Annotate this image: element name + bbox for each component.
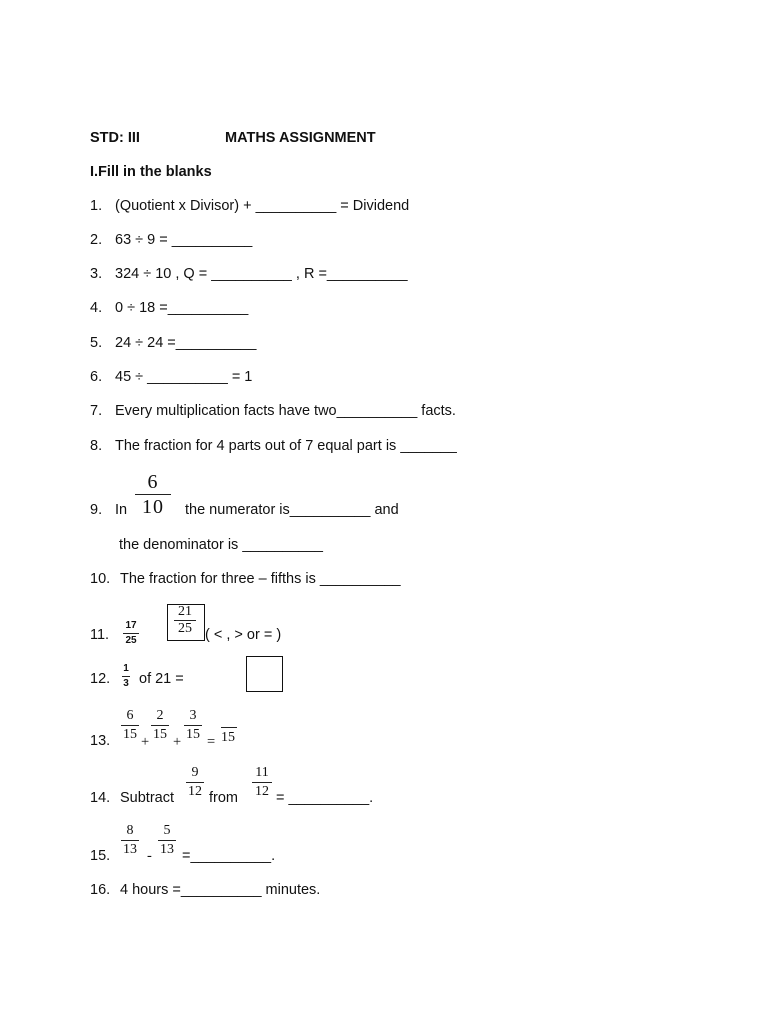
question-6-text: 45 ÷ __________ = 1: [115, 369, 253, 385]
fraction-bar: [252, 782, 272, 783]
fraction-denominator: 10: [142, 496, 164, 518]
question-13-number: 13.: [90, 733, 111, 749]
fraction-6-15: [121, 709, 139, 742]
assignment-title: MATHS ASSIGNMENT: [225, 130, 376, 146]
fraction-5-13: [158, 824, 176, 857]
fraction-bar: [184, 725, 202, 726]
equals-sign: =: [207, 734, 216, 750]
question-9-in: In: [115, 502, 128, 518]
fraction-denominator: 3: [123, 678, 129, 689]
question-9-text-1: the numerator is__________ and: [185, 502, 399, 518]
fraction-denominator: 13: [123, 842, 137, 857]
fraction-bar: [123, 633, 139, 634]
std-label: STD: III: [90, 130, 140, 146]
section-heading: I.Fill in the blanks: [90, 164, 212, 180]
question-8-number: 8.: [90, 438, 103, 454]
blank-numerator[interactable]: [221, 727, 237, 728]
fraction-numerator: 21: [178, 604, 192, 619]
fraction-denominator: 15: [186, 727, 200, 742]
fraction-1-3: [122, 664, 130, 689]
question-9-text-2: the denominator is __________: [119, 537, 323, 553]
fraction-3-15: [184, 709, 202, 742]
fraction-numerator: 6: [126, 708, 134, 723]
plus-sign: +: [173, 734, 182, 750]
fraction-numerator: 3: [189, 708, 197, 723]
question-14-subtract: Subtract: [120, 790, 174, 806]
question-2-text: 63 ÷ 9 = __________: [115, 232, 253, 248]
fraction-numerator: 17: [125, 620, 137, 631]
fraction-bar: [158, 840, 176, 841]
fraction-6-10: [135, 472, 171, 517]
fraction-bar: [186, 782, 204, 783]
question-14-number: 14.: [90, 790, 111, 806]
question-8-text: The fraction for 4 parts out of 7 equal part is _______: [115, 438, 457, 454]
question-4-number: 4.: [90, 300, 103, 316]
question-10-text: The fraction for three – fifths is __________: [120, 571, 401, 587]
question-15-text: =__________.: [182, 848, 276, 864]
fraction-numerator: 8: [126, 823, 134, 838]
fraction-bar: [135, 494, 171, 495]
question-9-number: 9.: [90, 502, 103, 518]
fraction-bar: [121, 725, 139, 726]
fraction-bar: [122, 676, 130, 677]
question-1-text: (Quotient x Divisor) + __________ = Dividend: [115, 198, 410, 214]
question-7-text: Every multiplication facts have two__________ facts.: [115, 403, 456, 419]
question-12-number: 12.: [90, 671, 111, 687]
question-12-text: of 21 =: [139, 671, 184, 687]
question-14-from: from: [209, 790, 238, 806]
fraction-2-15: [151, 709, 169, 742]
fraction-numerator: 9: [191, 765, 199, 780]
question-6-number: 6.: [90, 369, 103, 385]
fraction-denominator: 12: [188, 784, 202, 799]
minus-sign: -: [147, 848, 152, 864]
fraction-17-25: [123, 621, 139, 646]
fraction-numerator: 1: [123, 663, 129, 674]
question-11-number: 11.: [90, 627, 110, 643]
question-11-text: ( < , > or = ): [205, 627, 282, 643]
question-1-number: 1.: [90, 198, 103, 214]
question-3-number: 3.: [90, 266, 103, 282]
fraction-denominator: 12: [255, 784, 269, 799]
fraction-9-12: [186, 766, 204, 799]
question-16-number: 16.: [90, 882, 111, 898]
answer-box[interactable]: [246, 656, 283, 692]
fraction-denominator: 25: [125, 635, 137, 646]
fraction-numerator: 11: [255, 765, 269, 780]
fraction-denominator: 15: [221, 730, 235, 745]
question-3-text: 324 ÷ 10 , Q = __________ , R =__________: [115, 266, 408, 282]
fraction-denominator: 13: [160, 842, 174, 857]
fraction-bar: [121, 840, 139, 841]
fraction-denominator: 15: [123, 727, 137, 742]
fraction-11-12: [252, 766, 272, 799]
boxed-fraction-21-25: [174, 605, 196, 636]
question-5-number: 5.: [90, 335, 103, 351]
fraction-numerator: 2: [156, 708, 164, 723]
fraction-numerator: 6: [147, 471, 159, 493]
question-4-text: 0 ÷ 18 =__________: [115, 300, 249, 316]
fraction-8-13: [121, 824, 139, 857]
fraction-denominator: 25: [178, 621, 192, 636]
question-5-text: 24 ÷ 24 =__________: [115, 335, 257, 351]
question-10-number: 10.: [90, 571, 111, 587]
question-2-number: 2.: [90, 232, 103, 248]
question-14-text: = __________.: [276, 790, 374, 806]
fraction-numerator: 5: [163, 823, 171, 838]
question-16-text: 4 hours =__________ minutes.: [120, 882, 321, 898]
question-15-number: 15.: [90, 848, 111, 864]
question-7-number: 7.: [90, 403, 103, 419]
fraction-denominator: 15: [153, 727, 167, 742]
fraction-bar: [151, 725, 169, 726]
plus-sign: +: [141, 734, 150, 750]
